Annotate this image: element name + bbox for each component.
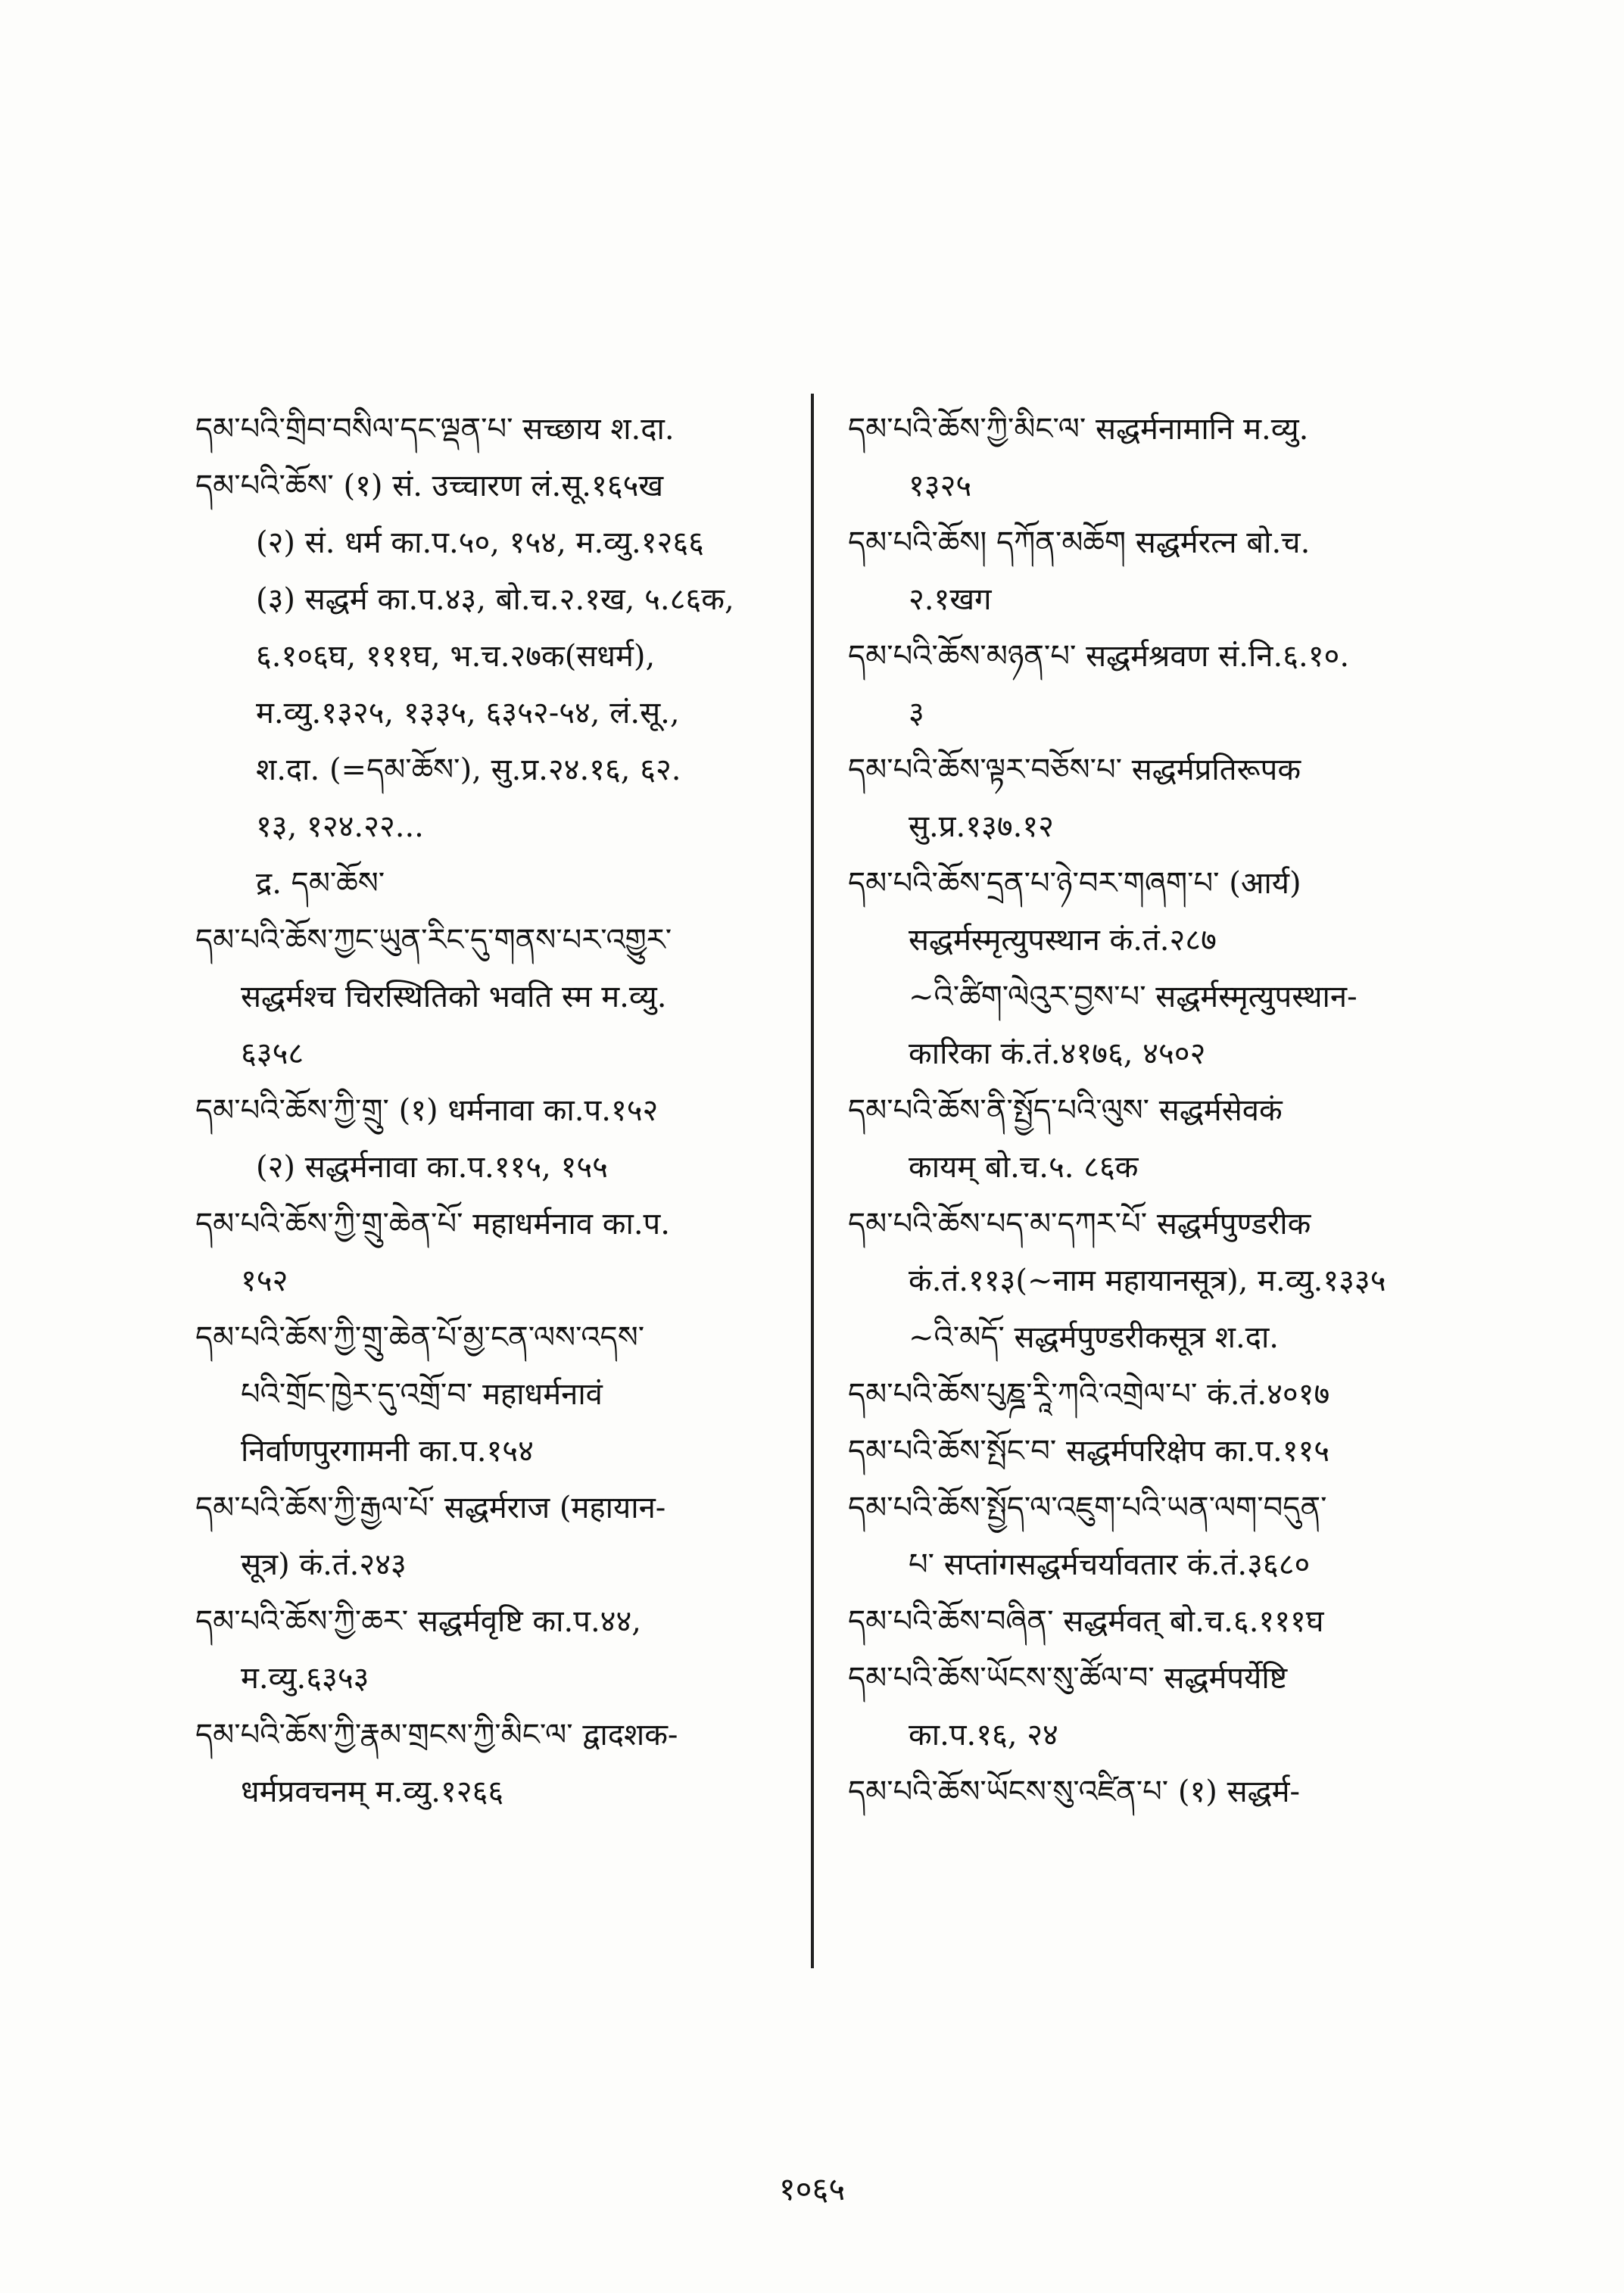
entry-line: དམ་པའི་ཆོས། དཀོན་མཆོག सद्धर्मरत्न बो.च. — [848, 525, 1311, 560]
entry-line: सद्धर्मश्च चिरस्थितिको भवति स्म म.व्यु. — [241, 980, 667, 1014]
entry-line: དམ་པའི་ཆོས་སྤོང་བ་ सद्धर्मपरिक्षेप का.प.११५ — [848, 1434, 1330, 1469]
right-column — [848, 401, 1476, 1821]
entry-line: དམ་པའི་ཆོས་ཀྱང་ཡུན་རིང་དུ་གནས་པར་འགྱུར་ — [195, 923, 672, 958]
left-column — [195, 401, 816, 1821]
entry-line: ३ — [909, 696, 924, 731]
entry-line: དམ་པའི་ཆོས་བཞིན་ सद्धर्मवत् बो.च.६.१११घ — [848, 1604, 1324, 1639]
entry-line: सूत्र) कं.तं.२४३ — [241, 1547, 407, 1582]
entry-line: श.दा. (=དམ་ཆོས་), सु.प्र.२४.१६, ६२. — [256, 752, 681, 787]
entry-line: དམ་པའི་ཆོས་ཡོངས་སུ་ཚོལ་བ་ सद्धर्मपर्येष्टि — [848, 1661, 1288, 1696]
page-number: १०६५ — [778, 2170, 846, 2207]
entry-line: དམ་པའི་ཆོས་པད་མ་དཀར་པོ་ सद्धर्मपुण्डरीक — [848, 1207, 1311, 1242]
entry-line: དམ་པའི་ཆོས་པུཎྜ་རཱི་ཀའི་འགྲེལ་པ་ कं.तं.४०१७ — [848, 1377, 1330, 1412]
entry-line: १३, १२४.२२... — [256, 809, 424, 844]
entry-line: (२) सं. धर्म का.प.५०, १५४, म.व्यु.१२६६ — [256, 525, 704, 560]
entry-line: དམ་པའི་ཆོས་མཉན་པ་ सद्धर्मश्रवण सं.नि.६.१०. — [848, 639, 1350, 674]
entry-line: དམ་པའི་ཆོས་ལྟར་བཅོས་པ་ सद्धर्मप्रतिरूपक — [848, 752, 1301, 787]
entry-line: དམ་པའི་ཆོས་ཀྱི་རྣམ་གྲངས་ཀྱི་མིང་ལ་ द्वादशक- — [195, 1718, 678, 1752]
entry-line: सु.प्र.१३७.१२ — [909, 809, 1054, 844]
entry-line: དམ་པའི་ཆོས་ཀྱི་གྲུ་ཆེན་པོ་མྱ་ངན་ལས་འདས་ — [195, 1320, 645, 1355]
entry-line: कारिका कं.तं.४१७६, ४५०२ — [909, 1036, 1206, 1071]
entry-line: པའི་གྲོང་ཁྱེར་དུ་འགྲོ་བ་ महाधर्मनावं — [241, 1377, 603, 1412]
entry-line: དམ་པའི་ཆོས་ཀྱི་གྲུ་ (१) धर्मनावा का.प.१५२ — [195, 1093, 659, 1128]
entry-line: དམ་པའི་ཆོས་ཀྱི་ཆར་ सद्धर्मवृष्टि का.प.४४, — [195, 1604, 641, 1639]
entry-line: (३) सद्धर्म का.प.४३, बो.च.२.१ख, ५.८६क, — [256, 582, 734, 617]
entry-line: सद्धर्मस्मृत्युपस्थान कं.तं.२८७ — [909, 923, 1217, 958]
entry-line: དམ་པའི་ཆོས་ནི་སྤྱོད་པའི་ལུས་ सद्धर्मसेवकं — [848, 1093, 1283, 1128]
entry-line: པ་ सप्तांगसद्धर्मचर्यावतार कं.तं.३६८० — [909, 1547, 1311, 1582]
entry-line: म.व्यु.१३२५, १३३५, ६३५२-५४, लं.सू., — [256, 696, 680, 731]
column-divider — [811, 394, 814, 1968]
entry-line: དམ་པའི་ཆོས་ཀྱི་གྲུ་ཆེན་པོ་ महाधर्मनाव का.प. — [195, 1207, 670, 1242]
entry-line: म.व्यु.६३५३ — [241, 1661, 369, 1696]
entry-line: ~འི་ཚིག་ལེའུར་བྱས་པ་ सद्धर्मस्मृत्युपस्थान- — [909, 980, 1357, 1014]
entry-line: (२) सद्धर्मनावा का.प.११५, १५५ — [256, 1150, 608, 1185]
entry-line: དམ་པའི་ཆོས་དྲན་པ་ཉེ་བར་གཞག་པ་ (आर्य) — [848, 866, 1301, 901]
entry-line: द्र. དམ་ཆོས་ — [256, 866, 385, 901]
entry-line: २.१खग — [909, 582, 992, 617]
entry-line: དམ་པའི་ཆོས་ཡོངས་སུ་འཛིན་པ་ (१) सद्धर्म- — [848, 1774, 1301, 1809]
entry-line: ६.१०६घ, १११घ, भ.च.२७क(सधर्म), — [256, 639, 656, 674]
entry-line: कायम् बो.च.५. ८६क — [909, 1150, 1139, 1185]
entry-line: धर्मप्रवचनम् म.व्यु.१२६६ — [241, 1774, 504, 1809]
entry-line: དམ་པའི་ཆོས་སྤྱོད་ལ་འཇུག་པའི་ཡན་ལག་བདུན་ — [848, 1491, 1327, 1525]
entry-line: དམ་པའི་ཆོས་ཀྱི་མིང་ལ་ सद्धर्मनामानि म.व्यु. — [848, 412, 1309, 447]
entry-line: निर्वाणपुरगामनी का.प.१५४ — [241, 1434, 534, 1469]
entry-line: དམ་པའི་ཆོས་ (१) सं. उच्चारण लं.सू.१६५ख — [195, 469, 664, 503]
entry-line: དམ་པའི་གྲིབ་བསིལ་དང་ལྡན་པ་ सच्छाय श.दा. — [195, 412, 675, 447]
entry-line: ~འི་མདོ་ सद्धर्मपुण्डरीकसूत्र श.दा. — [909, 1320, 1280, 1355]
entry-line: कं.तं.११३(~नाम महायानसूत्र), म.व्यु.१३३५ — [909, 1263, 1386, 1298]
entry-line: का.प.१६, २४ — [909, 1718, 1058, 1752]
entry-line: དམ་པའི་ཆོས་ཀྱི་རྒྱལ་པོ་ सद्धर्मराज (महायान- — [195, 1491, 666, 1525]
entry-line: ६३५८ — [241, 1036, 304, 1071]
entry-line: १५२ — [241, 1263, 288, 1298]
entry-line: १३२५ — [909, 469, 972, 503]
